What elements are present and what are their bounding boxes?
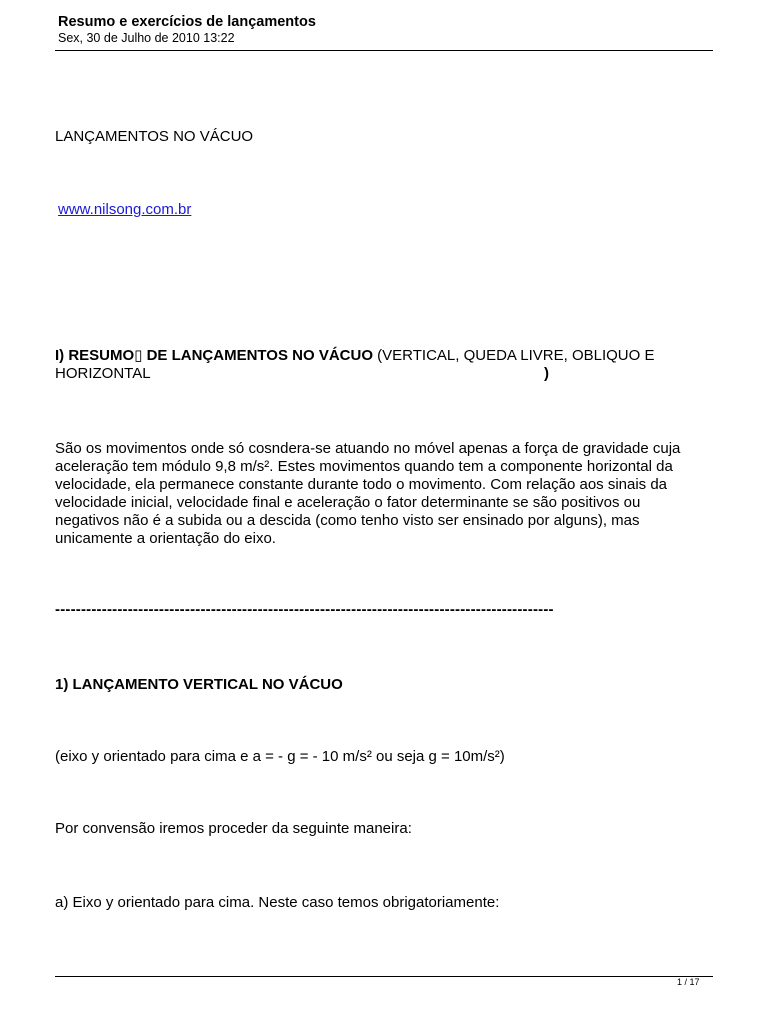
footer-divider (55, 976, 713, 977)
summary-title-close: ) (544, 365, 549, 382)
document-title: Resumo e exercícios de lançamentos (58, 14, 316, 30)
section-1-title: 1) LANÇAMENTO VERTICAL NO VÁCUO (55, 676, 343, 693)
convention-text: Por convensão iremos proceder da seguinte maneira: (55, 820, 412, 837)
website-link[interactable]: www.nilsong.com.br (58, 201, 192, 218)
summary-title (55, 347, 695, 383)
dashed-separator: ------------------------------------------------------------------------------------------------ (55, 601, 554, 618)
item-a-text: a) Eixo y orientado para cima. Neste caso temos obrigatoriamente: (55, 894, 500, 911)
main-heading: LANÇAMENTOS NO VÁCUO (55, 128, 254, 145)
axis-note: (eixo y orientado para cima e a = - g = - 10 m/s² ou seja g = 10m/s²) (55, 748, 505, 765)
intro-paragraph: São os movimentos onde só cosndera-se atuando no móvel apenas a força de gravidade cuja aceleração tem módulo 9,8 m/s². Estes movimentos quando tem a componente horizontal da velocidade, ela permanece constante durante todo o movimento. Com relação aos sinais da velocidade inicial, velocidade final e aceleração o fator determinante se são positivos ou negativos não é a subida ou a descida (como tenho visto ser ensinado por alguns), mas unicamente a orientação do eixo. (55, 440, 681, 547)
header-divider (55, 50, 713, 51)
page-number: 1 / 17 (677, 977, 700, 987)
summary-title-rest: (VERTICAL, QUEDA LIVRE, OBLIQUO E HORIZONTAL (55, 347, 655, 382)
summary-title-bold: I) RESUMO▯ DE LANÇAMENTOS NO VÁCUO (55, 347, 373, 364)
document-date: Sex, 30 de Julho de 2010 13:22 (58, 31, 235, 45)
page-header (58, 14, 316, 46)
